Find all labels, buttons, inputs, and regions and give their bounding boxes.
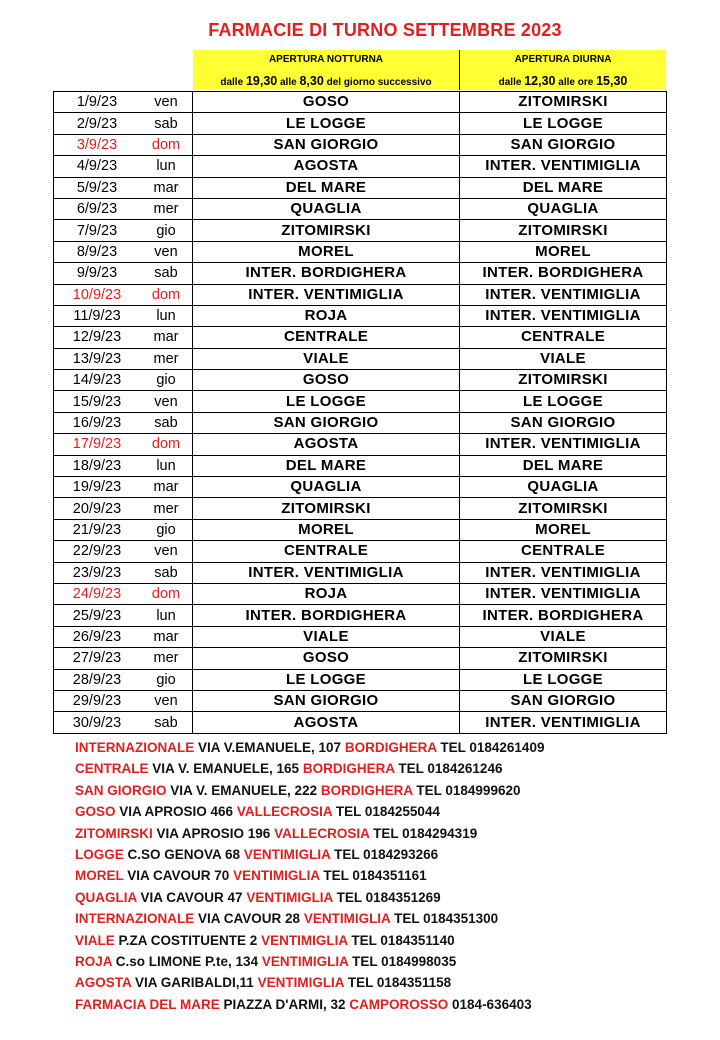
table-row [54, 519, 667, 540]
contact-name: QUAGLIA [75, 889, 137, 905]
row-day-pharmacy: INTER. VENTIMIGLIA [460, 712, 667, 733]
contact-name: GOSO [75, 804, 116, 820]
contact-name: CENTRALE [75, 761, 149, 777]
row-weekday: dom [140, 284, 193, 305]
row-night-pharmacy: GOSO [193, 370, 460, 391]
contact-town: BORDIGHERA [344, 740, 437, 755]
contact-line [75, 908, 715, 929]
row-weekday: gio [140, 220, 193, 241]
row-date: 15/9/23 [54, 391, 141, 412]
row-date: 18/9/23 [54, 455, 141, 476]
contact-phone: TEL 0184999620 [416, 782, 521, 798]
row-date: 29/9/23 [54, 690, 141, 711]
contact-line [75, 865, 715, 886]
row-day-pharmacy: CENTRALE [460, 327, 667, 348]
contact-town: VENTIMIGLIA [233, 868, 320, 884]
page-title: FARMACIE DI TURNO SETTEMBRE 2023 [208, 20, 562, 40]
table-row [54, 434, 667, 455]
row-date: 30/9/23 [54, 712, 141, 733]
table-row [54, 220, 667, 241]
row-weekday: mar [140, 477, 193, 498]
contact-name: ZITOMIRSKI [75, 825, 153, 841]
contact-phone: 0184-636403 [452, 996, 532, 1012]
row-night-pharmacy: SAN GIORGIO [193, 690, 460, 711]
contact-address: VIA V. EMANUELE, 165 [152, 761, 300, 777]
contact-town: CAMPOROSSO [349, 996, 449, 1012]
contact-line [75, 801, 715, 822]
contact-phone: TEL 0184351140 [351, 932, 455, 948]
schedule-table [53, 91, 667, 734]
row-weekday: dom [140, 434, 193, 455]
row-day-pharmacy: VIALE [460, 626, 667, 647]
table-row [54, 583, 667, 604]
table-row [54, 113, 667, 134]
row-date: 1/9/23 [54, 92, 141, 113]
table-row [54, 348, 667, 369]
table-row [54, 305, 667, 326]
row-weekday: mar [140, 327, 193, 348]
table-row [54, 541, 667, 562]
contact-name: ROJA [75, 953, 113, 969]
contact-phone: TEL 0184351161 [323, 868, 427, 884]
row-night-pharmacy: ROJA [193, 305, 460, 326]
row-date: 9/9/23 [54, 263, 141, 284]
table-row [54, 391, 667, 412]
row-day-pharmacy: INTER. BORDIGHERA [460, 605, 667, 626]
row-day-pharmacy: SAN GIORGIO [460, 134, 667, 155]
row-day-pharmacy: ZITOMIRSKI [460, 92, 667, 113]
contact-name: SAN GIORGIO [75, 782, 167, 798]
table-row [54, 263, 667, 284]
row-night-pharmacy: INTER. VENTIMIGLIA [193, 284, 460, 305]
row-date: 23/9/23 [54, 562, 141, 583]
row-weekday: sab [140, 412, 193, 433]
row-date: 24/9/23 [54, 583, 141, 604]
day-label: APERTURA DIURNA [514, 54, 612, 65]
row-night-pharmacy: GOSO [193, 92, 460, 113]
row-date: 27/9/23 [54, 648, 141, 669]
row-weekday: ven [140, 541, 193, 562]
contact-line [75, 887, 715, 908]
row-day-pharmacy: SAN GIORGIO [460, 690, 667, 711]
row-night-pharmacy: LE LOGGE [193, 113, 460, 134]
row-night-pharmacy: INTER. VENTIMIGLIA [193, 562, 460, 583]
contact-address: VIA APROSIO 196 [156, 825, 271, 841]
row-date: 3/9/23 [54, 134, 141, 155]
row-night-pharmacy: AGOSTA [193, 712, 460, 733]
contact-name: LOGGE [75, 846, 124, 862]
contact-line [75, 737, 715, 758]
row-day-pharmacy: LE LOGGE [460, 669, 667, 690]
table-row [54, 198, 667, 219]
contact-address: PIAZZA D'ARMI, 32 [223, 996, 346, 1012]
contact-line [75, 951, 715, 972]
contact-name: AGOSTA [75, 975, 132, 991]
row-night-pharmacy: LE LOGGE [193, 669, 460, 690]
table-row [54, 498, 667, 519]
row-night-pharmacy: DEL MARE [193, 455, 460, 476]
row-weekday: mar [140, 626, 193, 647]
row-date: 13/9/23 [54, 348, 141, 369]
row-date: 26/9/23 [54, 626, 141, 647]
row-weekday: mar [140, 177, 193, 198]
row-weekday: mer [140, 348, 193, 369]
table-row [54, 241, 667, 262]
night-label: APERTURA NOTTURNA [268, 54, 384, 65]
contact-address: VIA GARIBALDI,11 [135, 975, 254, 991]
row-date: 19/9/23 [54, 477, 141, 498]
row-day-pharmacy: CENTRALE [460, 541, 667, 562]
row-weekday: sab [140, 263, 193, 284]
row-day-pharmacy: QUAGLIA [460, 477, 667, 498]
row-date: 12/9/23 [54, 327, 141, 348]
table-row [54, 712, 667, 733]
row-weekday: dom [140, 583, 193, 604]
row-day-pharmacy: QUAGLIA [460, 198, 667, 219]
contact-town: VALLECROSIA [236, 804, 333, 820]
row-date: 25/9/23 [54, 605, 141, 626]
row-date: 5/9/23 [54, 177, 141, 198]
row-date: 17/9/23 [54, 434, 141, 455]
row-day-pharmacy: VIALE [460, 348, 667, 369]
row-weekday: dom [140, 134, 193, 155]
table-row [54, 92, 667, 113]
row-date: 10/9/23 [54, 284, 141, 305]
row-day-pharmacy: MOREL [460, 241, 667, 262]
contact-phone: TEL 0184293266 [334, 846, 439, 862]
night-header [193, 50, 460, 90]
table-row [54, 626, 667, 647]
contact-town: VENTIMIGLIA [261, 932, 348, 948]
contact-town: BORDIGHERA [302, 761, 395, 777]
day-header [460, 50, 666, 90]
row-day-pharmacy: INTER. VENTIMIGLIA [460, 305, 667, 326]
table-row [54, 690, 667, 711]
contact-line [75, 972, 715, 993]
table-row [54, 477, 667, 498]
contact-phone: TEL 0184351269 [336, 889, 441, 905]
row-weekday: lun [140, 305, 193, 326]
row-night-pharmacy: GOSO [193, 648, 460, 669]
row-day-pharmacy: ZITOMIRSKI [460, 648, 667, 669]
row-night-pharmacy: SAN GIORGIO [193, 134, 460, 155]
row-date: 8/9/23 [54, 241, 141, 262]
row-night-pharmacy: ZITOMIRSKI [193, 498, 460, 519]
row-weekday: gio [140, 519, 193, 540]
row-night-pharmacy: ROJA [193, 583, 460, 604]
row-day-pharmacy: INTER. VENTIMIGLIA [460, 562, 667, 583]
row-weekday: mer [140, 648, 193, 669]
table-row [54, 455, 667, 476]
table-row [54, 327, 667, 348]
row-day-pharmacy: INTER. VENTIMIGLIA [460, 156, 667, 177]
schedule-header [193, 50, 666, 90]
row-weekday: ven [140, 92, 193, 113]
row-weekday: ven [140, 690, 193, 711]
contact-phone: TEL 0184998035 [352, 953, 457, 969]
contact-line [75, 994, 715, 1015]
row-weekday: gio [140, 370, 193, 391]
contact-town: VENTIMIGLIA [246, 889, 333, 905]
contact-address: VIA CAVOUR 28 [198, 911, 301, 927]
row-date: 22/9/23 [54, 541, 141, 562]
row-night-pharmacy: ZITOMIRSKI [193, 220, 460, 241]
row-night-pharmacy: AGOSTA [193, 156, 460, 177]
contact-line [75, 844, 715, 865]
table-row [54, 134, 667, 155]
row-night-pharmacy: QUAGLIA [193, 198, 460, 219]
row-day-pharmacy: ZITOMIRSKI [460, 498, 667, 519]
contact-town: VENTIMIGLIA [257, 975, 345, 991]
table-row [54, 156, 667, 177]
contact-phone: TEL 0184294319 [373, 825, 478, 841]
contact-line [75, 930, 715, 951]
row-day-pharmacy: INTER. VENTIMIGLIA [460, 434, 667, 455]
row-weekday: lun [140, 156, 193, 177]
contact-line [75, 780, 715, 801]
row-date: 4/9/23 [54, 156, 141, 177]
row-day-pharmacy: DEL MARE [460, 177, 667, 198]
contact-phone: TEL 0184261246 [398, 761, 503, 777]
row-night-pharmacy: VIALE [193, 626, 460, 647]
row-weekday: gio [140, 669, 193, 690]
contact-line [75, 823, 715, 844]
table-row [54, 605, 667, 626]
contact-town: VENTIMIGLIA [243, 846, 331, 862]
day-hours: dalle 12,30 alle ore 15,30 [498, 74, 628, 88]
table-row [54, 177, 667, 198]
row-weekday: sab [140, 113, 193, 134]
row-weekday: mer [140, 198, 193, 219]
row-date: 2/9/23 [54, 113, 141, 134]
contact-phone: TEL 0184351158 [347, 975, 452, 991]
row-date: 14/9/23 [54, 370, 141, 391]
row-date: 7/9/23 [54, 220, 141, 241]
row-weekday: mer [140, 498, 193, 519]
table-row [54, 412, 667, 433]
table-row [54, 669, 667, 690]
contact-name: MOREL [75, 868, 124, 884]
contact-address: VIA CAVOUR 47 [140, 889, 243, 905]
row-day-pharmacy: INTER. BORDIGHERA [460, 263, 667, 284]
row-day-pharmacy: INTER. VENTIMIGLIA [460, 284, 667, 305]
contact-line [75, 758, 715, 779]
row-night-pharmacy: INTER. BORDIGHERA [193, 605, 460, 626]
row-night-pharmacy: INTER. BORDIGHERA [193, 263, 460, 284]
contact-town: VENTIMIGLIA [261, 953, 349, 969]
contact-address: P.ZA COSTITUENTE 2 [118, 932, 258, 948]
contact-address: VIA V.EMANUELE, 107 [198, 740, 342, 755]
row-weekday: ven [140, 391, 193, 412]
row-date: 21/9/23 [54, 519, 141, 540]
table-row [54, 562, 667, 583]
row-day-pharmacy: ZITOMIRSKI [460, 370, 667, 391]
contact-phone: TEL 0184261409 [440, 740, 545, 755]
row-date: 20/9/23 [54, 498, 141, 519]
contact-phone: TEL 0184255044 [335, 804, 440, 820]
row-night-pharmacy: CENTRALE [193, 327, 460, 348]
contact-address: VIA APROSIO 466 [119, 804, 234, 820]
contact-town: VALLECROSIA [274, 825, 370, 841]
night-hours: dalle 19,30 alle 8,30 del giorno successivo [220, 74, 432, 88]
row-night-pharmacy: VIALE [193, 348, 460, 369]
row-day-pharmacy: MOREL [460, 519, 667, 540]
row-date: 16/9/23 [54, 412, 141, 433]
row-date: 28/9/23 [54, 669, 141, 690]
table-row [54, 370, 667, 391]
table-row [54, 648, 667, 669]
contact-address: C.so LIMONE P.te, 134 [115, 953, 259, 969]
row-weekday: lun [140, 455, 193, 476]
row-night-pharmacy: MOREL [193, 241, 460, 262]
row-date: 11/9/23 [54, 305, 141, 326]
row-day-pharmacy: ZITOMIRSKI [460, 220, 667, 241]
contact-name: INTERNAZIONALE [75, 911, 195, 927]
row-date: 6/9/23 [54, 198, 141, 219]
row-night-pharmacy: LE LOGGE [193, 391, 460, 412]
contact-address: VIA CAVOUR 70 [127, 868, 230, 884]
row-day-pharmacy: LE LOGGE [460, 391, 667, 412]
row-night-pharmacy: DEL MARE [193, 177, 460, 198]
row-day-pharmacy: INTER. VENTIMIGLIA [460, 583, 667, 604]
row-night-pharmacy: MOREL [193, 519, 460, 540]
row-night-pharmacy: SAN GIORGIO [193, 412, 460, 433]
contact-name: VIALE [75, 932, 115, 948]
row-day-pharmacy: DEL MARE [460, 455, 667, 476]
pharmacy-contacts [75, 737, 715, 1015]
row-night-pharmacy: AGOSTA [193, 434, 460, 455]
table-row [54, 284, 667, 305]
row-weekday: sab [140, 712, 193, 733]
contact-name: INTERNAZIONALE [75, 740, 195, 755]
row-night-pharmacy: QUAGLIA [193, 477, 460, 498]
contact-address: VIA V. EMANUELE, 222 [170, 782, 318, 798]
contact-phone: TEL 0184351300 [394, 911, 499, 927]
contact-town: BORDIGHERA [320, 782, 413, 798]
row-weekday: ven [140, 241, 193, 262]
row-night-pharmacy: CENTRALE [193, 541, 460, 562]
row-day-pharmacy: LE LOGGE [460, 113, 667, 134]
contact-address: C.SO GENOVA 68 [127, 846, 241, 862]
contact-name: FARMACIA DEL MARE [75, 996, 220, 1012]
contact-town: VENTIMIGLIA [303, 911, 391, 927]
row-day-pharmacy: SAN GIORGIO [460, 412, 667, 433]
row-weekday: lun [140, 605, 193, 626]
row-weekday: sab [140, 562, 193, 583]
